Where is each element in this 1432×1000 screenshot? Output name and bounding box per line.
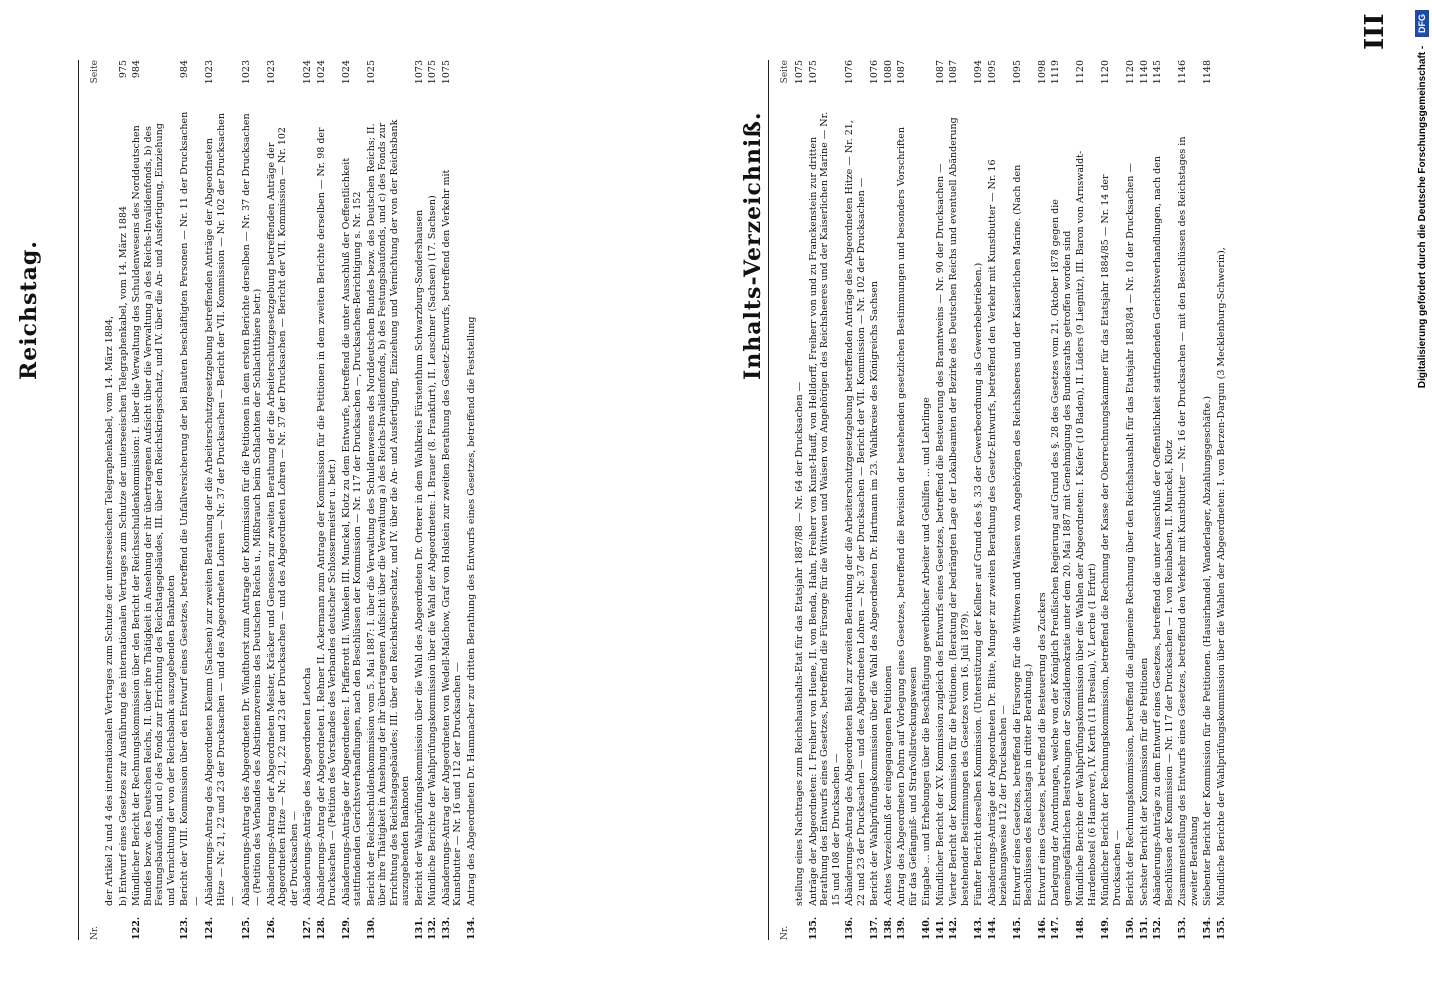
entry-page: 1024 bbox=[302, 60, 313, 85]
toc-entry bbox=[204, 60, 239, 940]
toc-entry bbox=[973, 60, 985, 940]
entry-number: 149. bbox=[1100, 916, 1111, 940]
right-entries bbox=[794, 60, 1227, 940]
toc-entry bbox=[341, 60, 364, 940]
right-page-header bbox=[740, 111, 780, 380]
entry-number: 135. bbox=[807, 916, 819, 940]
entry-page: 1098 bbox=[1036, 60, 1048, 85]
entry-page: 1024 bbox=[340, 60, 352, 85]
entry-number: 153. bbox=[1177, 916, 1188, 940]
entry-page: 1073 bbox=[413, 60, 425, 85]
entry-number: 152. bbox=[1152, 916, 1163, 940]
toc-entry bbox=[427, 60, 439, 940]
entry-number: 150. bbox=[1125, 916, 1136, 940]
page-label: Seite bbox=[90, 60, 100, 84]
left-page-title: Reichstag. bbox=[16, 240, 42, 380]
entry-number: 148. bbox=[1075, 916, 1086, 940]
entry-number: 128. bbox=[315, 916, 327, 940]
entry-number: 124. bbox=[204, 916, 215, 940]
right-column bbox=[780, 60, 1380, 940]
entry-page bbox=[104, 60, 116, 100]
entry-page: 1023 bbox=[204, 60, 215, 85]
toc-entry bbox=[1177, 60, 1200, 940]
entry-text: Darlegung der Anordnungen, welche von der Königlich Preußischen Regierung auf Grund des §. 28 des Gesetzes vom 21. Oktober 1878 gegen die gemeingefährlichen Bestrebungen der Sozialdemokratie unter dem 20. Mai 1887 mit Genehmigung des Bundesraths getroffen worden sind bbox=[1050, 199, 1073, 906]
entry-text: Bericht der Reichsschuldenkommission vom 5. Mai 1887: I. über die Verwaltung des Schuldenwesens des Norddeutschen Bundes bezw. des Deutschen Reichs; II. über ihre Thätigkeit in Ansehung der ihr übertragenen Aufsicht über die Verwaltung a) des Reichs-Invalidenfonds, b) des Festungsbaufonds, und c) des Fonds zur Errichtung des Reichstagsgebäudes; III. über den Reichskriegsschatz, und IV. über die An- und Ausfertigung, Einziehung und Vernichtung der von der Reichsbank auszugebenden Banknoten bbox=[365, 119, 411, 906]
entry-text: Sechster Bericht der Kommission für die Petitionen bbox=[1138, 657, 1150, 906]
toc-entry bbox=[104, 60, 116, 940]
entry-text: Mündliche Berichte der Wahlprüfungskommission über die Wahlen der Abgeordneten: I. von Berzen-Dargun (3 Mecklenburg-Schwerin), bbox=[1215, 247, 1227, 906]
entry-page: 984 bbox=[131, 60, 142, 79]
entry-number: 141. bbox=[934, 916, 946, 940]
entry-text: Fünfter Bericht derselben Kommission. (Unterstützung der Kellner auf Grund des §. 33 der Gewerbeordnung als Gewerbebetrieben.) bbox=[973, 262, 984, 906]
entry-number: 147. bbox=[1050, 916, 1061, 940]
toc-entry bbox=[794, 60, 806, 940]
toc-entry bbox=[366, 60, 412, 940]
left-column-head bbox=[90, 60, 100, 940]
toc-entry bbox=[1139, 60, 1151, 940]
entry-number: 140. bbox=[921, 916, 932, 940]
toc-entry bbox=[441, 60, 464, 940]
toc-entry bbox=[414, 60, 426, 940]
entry-text: Vierter Bericht der Kommission für die Petitionen. (Beratung der bedrängten Lage der Lokalbeamten der Bezirke des Deutschen Reichs und eventuell Abänderung bestehender Bestimmungen des Gesetzes vom 16. Juli 1879). bbox=[948, 117, 971, 906]
entry-text: Mündlicher Bericht der XV. Kommission zugleich des Entwurfs eines Gesetzes, betreffend die Besteuerung des Branntweins — Nr. 90 der Drucksachen — bbox=[934, 163, 946, 906]
toc-entry bbox=[844, 60, 867, 940]
entry-text: Antrag des Abgeordneten Dohrn auf Vorlegung eines Gesetzes, betreffend die Revision der bestehenden gesetzlichen Bestimmungen und besonders Vorschriften für das Gefängniß- und Strafvollstreckungswesen bbox=[896, 127, 919, 906]
entry-number: 146. bbox=[1036, 916, 1048, 940]
toc-entry bbox=[1202, 60, 1214, 940]
entry-page: 1095 bbox=[1011, 60, 1023, 85]
entry-number: 127. bbox=[302, 916, 313, 940]
entry-page: 1087 bbox=[934, 60, 946, 85]
entry-text: Achtes Verzeichniß der eingegangenen Petitionen bbox=[882, 665, 894, 906]
entry-text: Bericht der Wahlprüfungskommission über die Wahl des Abgeordneten Dr. Hartmann im 23. Wahlkreise des Königreichs Sachsen bbox=[869, 281, 880, 906]
entry-number: 133. bbox=[440, 916, 452, 940]
entry-page: 975 bbox=[117, 60, 129, 79]
entry-number bbox=[794, 906, 806, 940]
toc-entry bbox=[1075, 60, 1098, 940]
toc-entry bbox=[987, 60, 1010, 940]
toc-entry bbox=[1216, 60, 1228, 940]
entry-number: 143. bbox=[973, 916, 984, 940]
toc-entry bbox=[1152, 60, 1175, 940]
page-number-roman: III bbox=[1360, 13, 1390, 50]
toc-entry bbox=[466, 60, 478, 940]
right-column-head bbox=[780, 60, 790, 940]
toc-entry bbox=[241, 60, 264, 940]
entry-text: Mündlicher Bericht der Rechnungskommission, betreffend die Rechnung der Kasse der Oberrechnungskammer für das Etatsjahr 1884/85 — Nr. 14 der Drucksachen — bbox=[1100, 174, 1123, 906]
entry-text: Mündlicher Bericht der Rechnungskommission über den Bericht der Reichsschuldenkommission: I. über die Verwaltung des Schuldenwesens des Norddeutschen Bundes bezw. des Deutschen Reichs, II. über ihre Thätigkeit in Ansehung der ihr übertragenen Aufsicht über die Verwaltung a) des Reichs-Invalidenfonds, b) des Festungsbaufonds, und c) des Fonds zur Errichtung des Reichstagsgebäudes, III. über den Reichskriegsschatz, und IV. über die An- und Ausfertigung, Einziehung und Vernichtung der von der Reichsbank auszugebenden Banknoten bbox=[131, 123, 177, 906]
left-page-header bbox=[16, 240, 56, 380]
entry-text: Abänderungs-Anträge der Abgeordneten: I. Pfafferott II. Winkelen III. Munckel, Klotz zu dem Entwurfe, betreffend die unter Ausschluß der Oeffentlichkeit stattfindenden Gerichtsverhandlungen, nach den Beschlüssen der Kommission — Nr. 117 der Drucksachen —, Drucksachen-Berichtigung s. Nr. 152 bbox=[340, 157, 363, 906]
entry-text: Anträge der Abgeordneten: I. Freiherr von Huene, II. von Benda, Hahn, Freiherr von Kunst-Hauff, von Helldorff, Freiherr von und zu Franckenstein zur dritten Berathung des Entwurfs eines Gesetzes, betreffend die Fürsorge für die Wittwen und Waisen von Angehörigen des Reichsheeres und der Kaiserlichen Marine — Nr. 15 und 108 der Drucksachen — bbox=[807, 111, 842, 906]
entry-page: 1076 bbox=[869, 60, 880, 85]
number-label: Nr. bbox=[780, 925, 790, 940]
digitization-credit bbox=[1410, 0, 1432, 1000]
dfg-logo: DFG bbox=[1415, 10, 1429, 37]
entry-text: Abänderungs-Anträge zu dem Entwurf eines Gesetzes, betreffend die unter Ausschluß der Oeffentlichkeit stattfindenden Gerichtsverhandlungen, nach den Beschlüssen der Kommission — Nr. 117 der Drucksachen — I. von Reinbaben, II. Munckel, Klotz bbox=[1152, 156, 1175, 906]
entry-page: 1023 bbox=[265, 60, 277, 85]
toc-entry bbox=[316, 60, 339, 940]
entry-text: der Artikel 2 und 4 des internationalen Vertrages zum Schutze der unterseeischen Telegraphenkabel, vom 14. März 1884, bbox=[104, 316, 115, 906]
entry-text: Mündliche Berichte der Wahlprüfungskommission über die Wahlen der Abgeordneten: I. Kiefer (10 Baden), II. Lüders (9 Liegnitz), III. Baron von Arnswaldt-Hardenbostel (6 Hannover), IV. Kerth (11 Breslau), V. Lerche (1 Erfurt) bbox=[1075, 150, 1098, 906]
entry-page: 1120 bbox=[1125, 60, 1136, 85]
entry-page: 1023 bbox=[240, 60, 252, 85]
entry-text: Abänderungs-Antrag der Abgeordneten Meister, Kräcker und Genossen zur zweiten Berathung der die Arbeiterschutzgesetzgebung betreffenden Anträge der Abgeordneten Hitze — Nr. 21, 22 und 23 der Drucksachen — und des Abgeordneten Lohren — Nr. 37 der Drucksachen — Bericht der VII. Kommission — Nr. 102 der Drucksachen — bbox=[265, 127, 300, 906]
entry-text: Abänderungs-Anträge der Abgeordneten Dr. Blitte, Munger zur zweiten Berathung des Gesetz-Entwurfs, betreffend den Verkehr mit Kunstbutter — Nr. 16 beziehungsweise 112 der Drucksachen — bbox=[986, 159, 1009, 906]
entry-page: 1080 bbox=[882, 60, 894, 85]
entry-text: Entwurf eines Gesetzes, betreffend die Besteuerung des Zuckers bbox=[1036, 592, 1048, 906]
entry-text: Abänderungs-Antrag der Abgeordneten von Wedell-Malchow, Graf von Holstein zur zweiten Berathung des Gesetz-Entwurfs, betreffend den Verkehr mit Kunstbutter — Nr. 16 und 112 der Drucksachen — bbox=[440, 169, 463, 906]
entry-text: Antrag des Abgeordneten Dr. Hammacher zur dritten Berathung des Entwurfs eines Gesetzes, betreffend die Feststellung bbox=[465, 316, 477, 906]
entry-number bbox=[118, 906, 130, 940]
entry-number: 125. bbox=[240, 916, 252, 940]
entry-page: 1024 bbox=[315, 60, 327, 85]
entry-page: 1140 bbox=[1138, 60, 1150, 85]
entry-number: 151. bbox=[1138, 916, 1150, 940]
entry-number bbox=[104, 906, 116, 940]
entry-number: 122. bbox=[131, 916, 142, 940]
entry-page: 1095 bbox=[986, 60, 998, 85]
entry-number: 139. bbox=[896, 916, 907, 940]
entry-page: 1145 bbox=[1152, 60, 1163, 85]
entry-page: 1148 bbox=[1202, 60, 1213, 85]
entry-page: 1087 bbox=[896, 60, 907, 85]
digitization-credit-strip bbox=[1406, 0, 1432, 1000]
header-rule-left bbox=[78, 60, 79, 940]
toc-entry bbox=[131, 60, 177, 940]
toc-entry bbox=[896, 60, 919, 940]
toc-entry bbox=[118, 60, 130, 940]
entry-text: Abänderungs-Antrag des Abgeordneten Klemm (Sachsen) zur zweiten Berathung der die Arbeiterschutzgesetzgebung betreffenden Anträge der Abgeordneten Hitze — Nr. 21, 22 und 23 der Drucksachen — und des Abgeordneten Lohren — Nr. 37 der Drucksachen — Bericht der VII. Kommission — Nr. 102 der Drucksachen — bbox=[204, 112, 238, 906]
entry-page: 1025 bbox=[365, 60, 377, 85]
entry-number: 130. bbox=[365, 916, 377, 940]
toc-entry bbox=[869, 60, 881, 940]
entry-page: 1075 bbox=[794, 60, 805, 85]
entry-text: Zusammenstellung des Entwurfs eines Gesetzes, betreffend den Verkehr mit Kunstbutter — Nr. 16 der Drucksachen — mit den Beschlüssen des Reichstages in zweiter Berathung bbox=[1177, 136, 1200, 906]
toc-entry bbox=[1100, 60, 1123, 940]
entry-page: 1094 bbox=[973, 60, 984, 85]
entry-text: Siebenter Bericht der Kommission für die Petitionen. (Hausirhandel, Wanderlager, Abzahlungsgeschäfte.) bbox=[1202, 396, 1213, 906]
entry-page: 984 bbox=[179, 60, 190, 79]
entry-number: 131. bbox=[413, 916, 425, 940]
toc-entry bbox=[948, 60, 971, 940]
entry-page: 1146 bbox=[1177, 60, 1188, 85]
entry-number: 123. bbox=[179, 916, 190, 940]
entry-text: Bericht der Wahlprüfungskommission über die Wahl des Abgeordneten Dr. Orterer in dem Wahlkreis Fürstenthum Schwarzburg-Sondershausen bbox=[413, 209, 425, 906]
entry-text: Abänderungs-Antrag des Abgeordneten Biehl zur zweiten Berathung der die Arbeiterschutzgesetzgebung betreffenden Anträge des Abgeordneten Hitze — Nr. 21, 22 und 23 der Drucksachen — und des Abgeordneten Lohren — Nr. 37 der Drucksachen — Bericht der VII. Kommission — Nr. 102 der Drucksachen — bbox=[844, 120, 867, 906]
entry-number: 142. bbox=[948, 916, 959, 940]
entry-page: 1119 bbox=[1050, 60, 1061, 85]
entry-number: 132. bbox=[427, 916, 438, 940]
left-column bbox=[90, 60, 690, 940]
entry-page bbox=[1216, 60, 1228, 100]
right-page-title: Inhalts-Verzeichniß. bbox=[740, 111, 766, 380]
entry-page bbox=[466, 60, 478, 100]
entry-page: 1076 bbox=[844, 60, 855, 85]
header-rule-right bbox=[768, 60, 769, 940]
entry-text: Abänderungs-Anträge des Abgeordneten Letocha bbox=[302, 667, 313, 906]
credit-text: Digitalisierung gefördert durch die Deutsche Forschungsgemeinschaft - bbox=[1417, 45, 1428, 389]
toc-entry bbox=[883, 60, 895, 940]
entry-text: Bericht der VIII. Kommission über den Entwurf eines Gesetzes, betreffend die Unfallversicherung der bei Bauten beschäftigten Personen — Nr. 11 der Drucksachen — bbox=[179, 111, 202, 906]
entry-page: 1075 bbox=[440, 60, 452, 85]
entry-text: Abänderungs-Antrag der Abgeordneten I. Rehner II. Ackermann zum Antrage der Kommission für die Petitionen in dem zweiten Berichte derselben — Nr. 98 der Drucksachen — (Petition des Vorstandes des Verbandes deutscher Schlossermeister u. betr.) bbox=[315, 127, 338, 906]
toc-entry bbox=[935, 60, 947, 940]
entry-page bbox=[921, 60, 933, 100]
page-label: Seite bbox=[780, 60, 790, 84]
entry-text: Entwurf eines Gesetzes, betreffend die Fürsorge für die Wittwen und Waisen von Angehörigen des Reichsheeres und der Kaiserlichen Marine. (Nach den Beschlüssen des Reichstags in dritter Berathung.) bbox=[1011, 164, 1034, 906]
entry-text: Mündliche Berichte der Wahlprüfungskommission über die Wahl der Abgeordneten: I. Brauer (8. Frankfurt), II. Leuschner (Sachsen) (17. Sachsen) bbox=[427, 195, 438, 906]
entry-text: Bericht der Rechnungskommission, betreffend die allgemeine Rechnung über den Reichshaushalt für das Etatsjahr 1883/84 — Nr. 10 der Drucksachen — bbox=[1125, 163, 1136, 906]
entry-page: 1075 bbox=[427, 60, 438, 85]
toc-entry bbox=[1037, 60, 1049, 940]
left-entries bbox=[104, 60, 477, 940]
entry-number: 144. bbox=[986, 916, 998, 940]
entry-page: 1120 bbox=[1075, 60, 1086, 85]
entry-number: 134. bbox=[465, 916, 477, 940]
entry-number: 138. bbox=[882, 916, 894, 940]
entry-text: Eingabe ... und Erhebungen über die Beschäftigung gewerblicher Arbeiter und Gehilfen ... und Lehrlinge bbox=[921, 397, 932, 906]
entry-text: b) Entwurf eines Gesetzes zur Ausführung des internationalen Vertrages zum Schutze der unterseeischen Telegraphenkabel, vom 14. März 1884 bbox=[117, 205, 129, 906]
entry-number: 145. bbox=[1011, 916, 1023, 940]
entry-number: 154. bbox=[1202, 916, 1213, 940]
number-label: Nr. bbox=[90, 925, 100, 940]
toc-entry bbox=[1125, 60, 1137, 940]
entry-page: 1120 bbox=[1100, 60, 1111, 85]
entry-number: 155. bbox=[1215, 916, 1227, 940]
toc-entry bbox=[1012, 60, 1035, 940]
entry-number: 129. bbox=[340, 916, 352, 940]
toc-entry bbox=[921, 60, 933, 940]
entry-number: 126. bbox=[265, 916, 277, 940]
toc-entry bbox=[808, 60, 843, 940]
entry-number: 136. bbox=[844, 916, 855, 940]
toc-entry bbox=[1050, 60, 1073, 940]
entry-text: Abänderungs-Antrag des Abgeordneten Dr. Windthorst zum Antrage der Kommission für die Petitionen in dem ersten Berichte derselben — Nr. 37 der Drucksachen — (Petition des Verbandes des Abstinenzvereins des Deutschen Reichs u., Mißbrauch beim Schlachten der Schlachtthiere betr.) bbox=[240, 113, 263, 906]
toc-entry bbox=[266, 60, 301, 940]
toc-entry bbox=[302, 60, 314, 940]
entry-page: 1075 bbox=[807, 60, 819, 85]
entry-page: 1087 bbox=[948, 60, 959, 85]
entry-text: stellung eines Nachtrages zum Reichshaushalts-Etat für das Etatsjahr 1887/88 — Nr. 64 der Drucksachen — bbox=[794, 381, 805, 906]
toc-entry bbox=[179, 60, 202, 940]
entry-number: 137. bbox=[869, 916, 880, 940]
